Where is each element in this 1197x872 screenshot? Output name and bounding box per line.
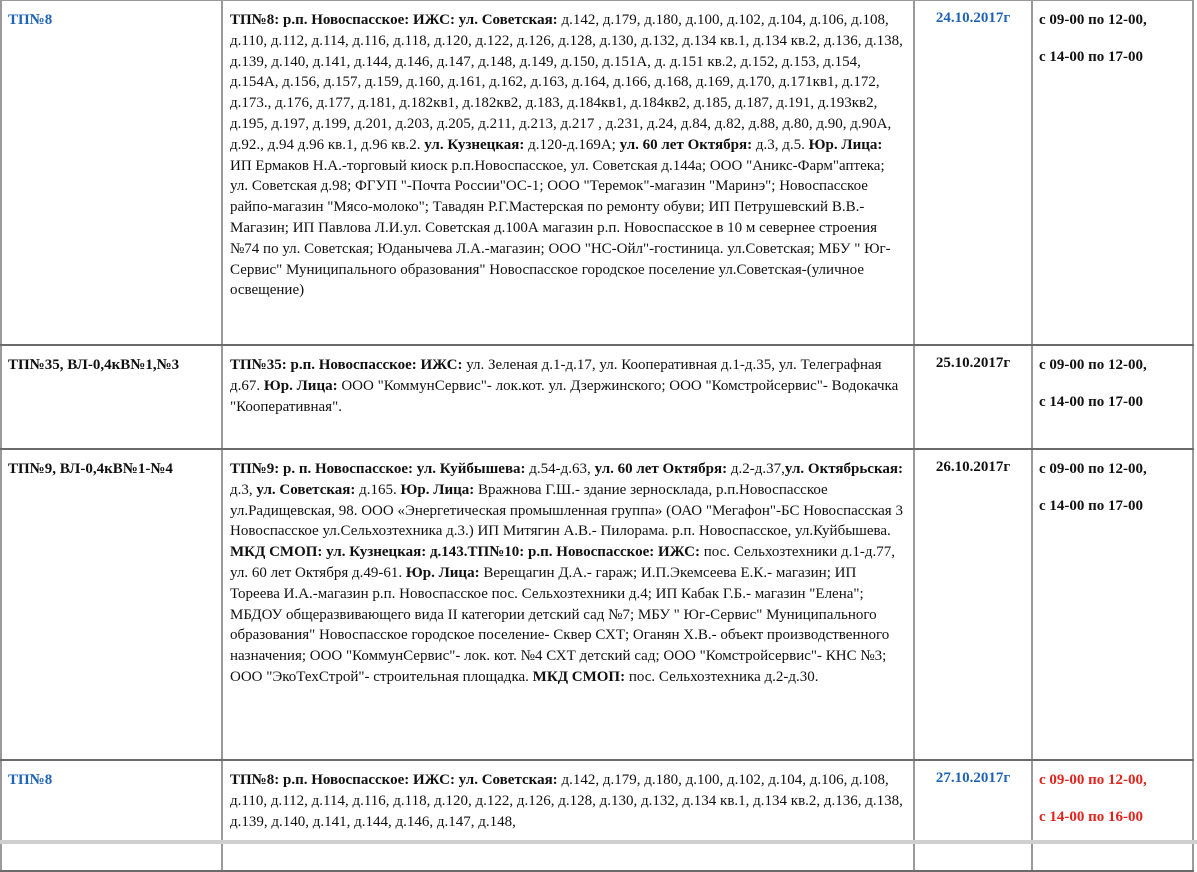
date-cell xyxy=(914,1,1032,346)
substation-cell xyxy=(1,760,222,871)
address-text: д.3, д.5. xyxy=(755,136,809,153)
address-text: д.2-д.37, xyxy=(730,461,785,477)
address-text: д.142, д.179, д.180, д.100, д.102, д.104, д.106, д.108, д.110, д.112, д.114, д.116, д.118, д.120, д.122, д.126, д.128, д.130, д.132, д.134 кв.1, д.134 кв.2, д.136, д.138, д.139, д.140, д.141, д.144, д.146, д.147, д.148, xyxy=(230,772,903,830)
address-label: ТП№8: р.п. Новоспасское: ИЖС: ул. Советская: xyxy=(230,12,562,28)
time-cell xyxy=(1032,760,1193,871)
table-row xyxy=(1,1,1193,346)
time-slot-1: с 09-00 по 12-00, xyxy=(1039,772,1147,788)
date-cell xyxy=(914,760,1032,871)
table-row xyxy=(1,345,1193,449)
address-text: д.142, д.179, д.180, д.100, д.102, д.104, д.106, д.108, д.110, д.112, д.114, д.116, д.118, д.120, д.122, д.126, д.128, д.130, д.132, д.134 кв.1, д.134 кв.2, д.136, д.138, д.139, д.140, д.141, д.144, д.146, д.147, д.148, д.149, д.150, д.151А, д. д.151 кв.2, д.152, д.153, д.154, д.154А, д.156, д.157, д.159, д.160, д.161, д.162, д.163, д.164, д.166, д.168, д.169, д.170, д.171кв1, д.172, д.173., д.176, д.177, д.181, д.182кв1, д.182кв2, д.183, д.184кв1, д.184кв2, д.185, д.187, д.191, д.193кв2, д.195, д.197, д.199, д.201, д.203, д.205, д.211, д.213, д.217 , д.231, д.24, д.84, д.82, д.88, д.80, д.90, д.90А, д.92., д.94 д.96 кв.1, д.96 кв.2. xyxy=(230,12,903,153)
outage-date: 27.10.2017г xyxy=(935,770,1011,786)
address-cell xyxy=(222,1,914,346)
address-label: ТП№35: р.п. Новоспасское: ИЖС: xyxy=(230,357,467,373)
address-text: ул. Зеленая д.1-д.17, ул. Кооперативная д.1-д.35, ул. Телеграфная д.67. xyxy=(230,357,882,394)
substation-name: ТП№8 xyxy=(8,772,53,788)
address-label: ул. 60 лет Октября: xyxy=(594,461,731,477)
address-cell xyxy=(222,345,914,449)
address-text: ООО "КоммунСервис"- лок.кот. ул. Дзержинского; ООО "Комстройсервис"- Водокачка "Кооперативная". xyxy=(230,377,899,415)
outage-date: 25.10.2017г xyxy=(935,355,1011,371)
date-cell xyxy=(914,345,1032,449)
time-slot-2: с 14-00 по 17-00 xyxy=(1039,394,1144,410)
time-cell xyxy=(1032,449,1193,760)
address-text: д.3, xyxy=(230,481,257,498)
outage-date: 24.10.2017г xyxy=(935,10,1011,26)
address-text: Верещагин Д.А.- гараж; И.П.Экемсеева Е.К.- магазин; ИП Тореева И.А.-магазин р.п. Новоспасское пос. Сельхозтехники д.4; ИП Кабак Г.Б.- магазин "Елена"; МБДОУ общеразвивающего вида II категории детский сад №7; МБУ " Юг-Сервис" Муниципального образования" Новоспасское городское поселение- Сквер СХТ; Оганян Х.В.- объект производственного назначения; ООО "КоммунСервис"- лок. кот. №4 СХТ детский сад; ООО "Комстройсервис"- КНС №3; ООО "ЭкоТехСтрой"- строительная площадка. xyxy=(230,564,890,685)
time-cell xyxy=(1032,345,1193,449)
time-slot-1: с 09-00 по 12-00, xyxy=(1039,357,1147,373)
address-text: д.165. xyxy=(359,481,401,498)
address-text: д.54-д.63, xyxy=(529,461,595,477)
address-label: Юр. Лица: xyxy=(400,481,478,498)
substation-cell xyxy=(1,449,222,760)
address-text: Вражнова Г.Ш.- здание зерносклада, р.п.Новоспасское ул.Радищевская, 98. ООО «Энергетическая промышленная группа» (ОАО "Мегафон"-БС Новоспасская 3 Новоспасское ул.Сельхозтехника д.3.) ИП Митягин А.В.- Пилорама. р.п. Новоспасское, ул.Куйбышева. xyxy=(230,481,903,540)
time-slot-1: с 09-00 по 12-00, xyxy=(1039,461,1147,477)
address-label: ТП№8: р.п. Новоспасское: ИЖС: ул. Советская: xyxy=(230,772,562,788)
address-label: МКД СМОП: xyxy=(532,668,629,685)
address-label: ул. Октябрьская: xyxy=(784,461,903,477)
time-slot-2: с 14-00 по 17-00 xyxy=(1039,49,1144,65)
substation-cell xyxy=(1,1,222,346)
address-cell xyxy=(222,449,914,760)
address-label: ул. Советская: xyxy=(256,481,360,498)
time-slot-2: с 14-00 по 17-00 xyxy=(1039,498,1144,514)
table-row xyxy=(1,760,1193,871)
address-label: Юр. Лица: xyxy=(405,564,484,581)
time-cell xyxy=(1032,1,1193,346)
address-text: пос. Сельхозтехника д.2-д.30. xyxy=(628,668,819,685)
substation-name: ТП№8 xyxy=(8,12,53,28)
date-cell xyxy=(914,449,1032,760)
address-label: ул. Кузнецкая: xyxy=(424,136,529,153)
address-cell xyxy=(222,760,914,871)
address-text: пос. Сельхозтехники д.1-д.77, ул. 60 лет Октября д.49-61. xyxy=(230,544,895,581)
address-label: Юр. Лица: xyxy=(263,377,342,394)
time-slot-1: с 09-00 по 12-00, xyxy=(1039,12,1147,28)
substation-name: ТП№9, ВЛ-0,4кВ№1-№4 xyxy=(8,461,173,477)
schedule-body xyxy=(1,1,1193,872)
address-label: ТП№9: р. п. Новоспасское: ул. Куйбышева: xyxy=(230,461,530,477)
address-label: МКД СМОП: ул. Кузнецкая: д.143.ТП№10: р.п. Новоспасское: ИЖС: xyxy=(230,544,704,561)
horizontal-scrollbar[interactable] xyxy=(0,840,1197,844)
substation-name: ТП№35, ВЛ-0,4кВ№1,№3 xyxy=(8,357,180,373)
address-text: ИП Ермаков Н.А.-торговый киоск р.п.Новоспасское, ул. Советская д.144а; ООО "Аникс-Фарм"аптека; ул. Советская д.98; ФГУП "-Почта России"ОС-1; ООО "Теремок"-магазин "Маринэ"; Новоспасское райпо-магазин "Мясо-молоко"; Тавадян Р.Г.Мастерская по ремонту обуви; ИП Петрушевский В.В.-Магазин; ИП Павлова Л.И.ул. Советская д.100А магазин р.п. Новоспасское в 10 м севернее строения №74 по ул. Советская; Юданычева Л.А.-магазин; ООО "НС-Ойл"-гостиница. ул.Советская; МБУ " Юг-Сервис" Муниципального образования" Новоспасское городское поселение ул.Советская-(уличное освещение) xyxy=(230,157,891,299)
address-label: ул. 60 лет Октября: xyxy=(619,136,756,153)
outage-date: 26.10.2017г xyxy=(935,459,1011,475)
table-row xyxy=(1,449,1193,760)
time-slot-2: с 14-00 по 16-00 xyxy=(1039,809,1144,825)
address-text: д.120-д.169А; xyxy=(528,136,620,153)
address-label: Юр. Лица: xyxy=(808,136,883,153)
substation-cell xyxy=(1,345,222,449)
